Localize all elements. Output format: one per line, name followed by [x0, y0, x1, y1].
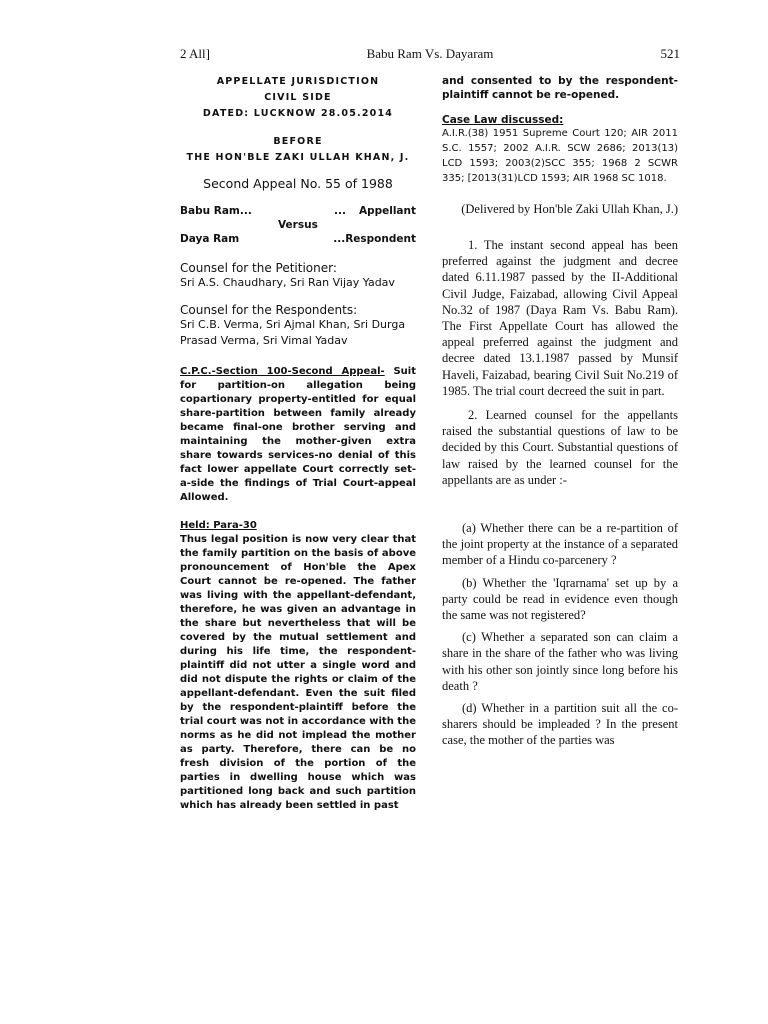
appeal-number: Second Appeal No. 55 of 1988: [203, 176, 393, 191]
counsel-respondents-names: Sri C.B. Verma, Sri Ajmal Khan, Sri Durga Prasad Verma, Sri Vimal Yadav: [180, 318, 406, 347]
respondent-role: ...Respondent: [333, 233, 416, 245]
appellant-role: Appellant: [358, 205, 416, 217]
headnote: [180, 365, 416, 505]
headnote-lead: C.P.C.-Section 100-Second Appeal-: [180, 366, 385, 377]
volume-label: 2 All]: [180, 46, 210, 61]
paragraph-1: 1. The instant second appeal has been preferred against the judgment and decree dated 6.11.1987 passed by the II-Additional Civil Judge, Faizabad, allowing Civil Appeal No.32 of 1987 (Daya Ram Vs. Babu Ram). The First Appellate Court has allowed the appeal preferred against the judgment and decree dated 13.1.1987 passed by Munsif Haveli, Faizabad, bearing Civil Suit No.219 of 1985. The trial court decreed the suit in part.: [442, 238, 678, 398]
question-b: (b) Whether the 'Iqrarnama' set up by a party could be read in evidence even though the same was not registered?: [442, 575, 678, 623]
jurisdiction-line: DATED: LUCKNOW 28.05.2014: [202, 108, 394, 119]
headnote-continuation: and consented to by the respondent-plaintiff cannot be re-opened.: [442, 75, 678, 101]
case-law-heading: Case Law discussed:: [442, 114, 564, 126]
headnote-body: Suit for partition-on allegation being copartionary property-entitled for equal share-partition between family already became final-one brother serving and maintaining the mother-given extra share towards services-no denial of this fact lower appellate Court correctly set-a-side the findings of Trial Court-appeal Allowed.: [180, 366, 416, 503]
respondent-name: Daya Ram: [180, 233, 240, 245]
question-a: (a) Whether there can be a re-partition of the joint property at the instance of a separated member of a Hindu co-parcenery ?: [442, 521, 678, 568]
case-title: Babu Ram Vs. Dayaram: [366, 46, 494, 61]
judge-name: THE HON'BLE ZAKI ULLAH KHAN, J.: [186, 152, 410, 163]
before-label: BEFORE: [273, 136, 323, 147]
jurisdiction-line: CIVIL SIDE: [264, 92, 332, 103]
held-heading: Held: Para-30: [180, 520, 257, 531]
held-body: Thus legal position is now very clear that the family partition on the basis of above pronouncement of Hon'ble the Apex Court cannot be re-opened. The father was living with the appellant-defendant, therefore, he was given an advantage in the share but nevertheless that will be covered by the mutual settlement and during his life time, the respondent-plaintiff did not utter a single word and did not dispute the rights or claim of the appellant-defendant. Even the suit filed by the respondent-plaintiff before the trial court was not in accordance with the norms as he did not implead the mother as party. Therefore, there can be no fresh division of the portion of the parties in dwelling house which was partitioned long back and such partition which has already been settled in past: [180, 534, 416, 811]
page-number: 521: [660, 46, 680, 61]
right-column: [442, 74, 678, 755]
question-d: (d) Whether in a partition suit all the co-sharers should be impleaded ? In the present case, the mother of the parties was: [442, 701, 678, 748]
jurisdiction-block: [180, 74, 416, 166]
counsel-petitioner-names: Sri A.S. Chaudhary, Sri Ran Vijay Yadav: [180, 276, 395, 289]
counsel-respondents-heading: Counsel for the Respondents:: [180, 303, 358, 317]
left-column: [180, 74, 416, 813]
jurisdiction-line: APPELLATE JURISDICTION: [216, 76, 380, 87]
delivered-by: (Delivered by Hon'ble Zaki Ullah Khan, J.): [461, 202, 678, 216]
versus-label: Versus: [278, 219, 318, 231]
paragraph-2: 2. Learned counsel for the appellants raised the substantial questions of law to be decided by this Court. Substantial questions of law raised by the learned counsel for the appellants are as under :-: [442, 408, 678, 487]
question-c: (c) Whether a separated son can claim a share in the share of the father who was living with his other son jointly since long before his death ?: [442, 630, 678, 693]
appellant-dots: ...: [334, 205, 346, 217]
questions-list: [442, 520, 678, 749]
appellant-name: Babu Ram...: [180, 205, 252, 217]
counsel-petitioner-heading: Counsel for the Petitioner:: [180, 261, 337, 275]
running-head: [180, 46, 680, 66]
case-law-list: A.I.R.(38) 1951 Supreme Court 120; AIR 2011 S.C. 1557; 2002 A.I.R. SCW 2686; 2013(13) LCD 1593; 2003(2)SCC 355; 1968 2 SCWR 335; [2013(31)LCD 1593; AIR 1968 SC 1018.: [442, 128, 678, 184]
parties-block: [180, 205, 416, 249]
